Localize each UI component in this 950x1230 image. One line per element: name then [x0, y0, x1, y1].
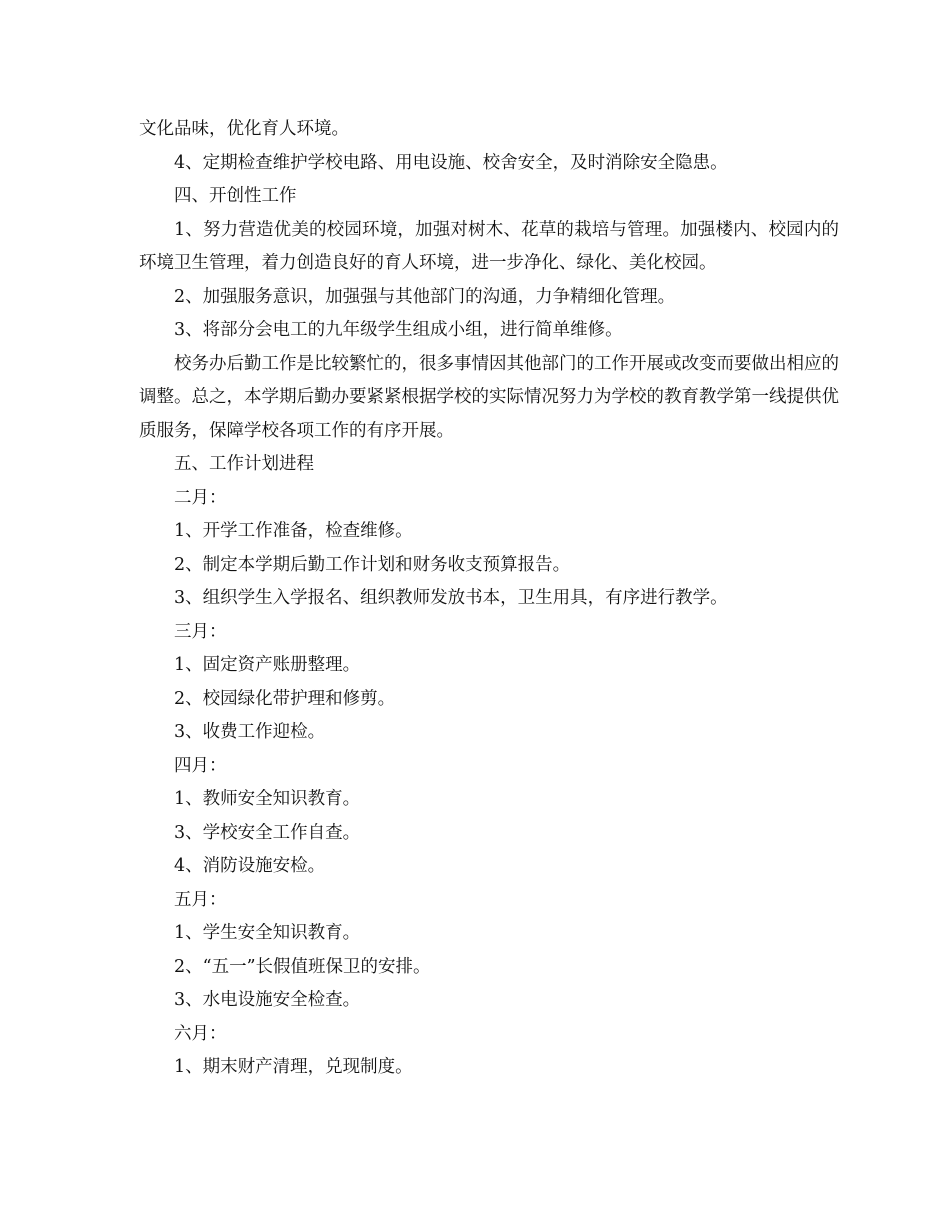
list-item: 2、校园绿化带护理和修剪。	[174, 688, 396, 709]
month-heading: 四月：	[174, 755, 227, 776]
paragraph: 校务办后勤工作是比较繁忙的，很多事情因其他部门的工作开展或改变而要做出相应的调整。总之，本学期后勤办要紧紧根据学校的实际情况努力为学校的教育教学第一线提供优质服务，保障学校各项工作的有序开展。	[139, 353, 839, 441]
list-item: 3、学校安全工作自查。	[174, 822, 361, 843]
list-item: 1、教师安全知识教育。	[174, 789, 361, 809]
paragraph: 2、加强服务意识，加强强与其他部门的沟通，力争精细化管理。	[174, 286, 676, 307]
list-item: 3、组织学生入学报名、组织教师发放书本，卫生用具，有序进行教学。	[174, 588, 728, 608]
list-item: 2、“五一”长假值班保卫的安排。	[174, 956, 431, 977]
month-heading: 五月：	[174, 889, 227, 910]
section-heading: 五、工作计划进程	[174, 454, 314, 474]
list-item: 1、固定资产账册整理。	[174, 655, 361, 675]
document-body	[139, 113, 839, 1085]
list-item: 1、学生安全知识教育。	[174, 923, 361, 943]
section-heading: 四、开创性工作	[174, 186, 297, 206]
list-item: 4、消防设施安检。	[174, 856, 326, 876]
list-item: 3、收费工作迎检。	[174, 722, 326, 742]
list-item: 1、开学工作准备，检查维修。	[174, 521, 413, 541]
paragraph: 1、努力营造优美的校园环境，加强对树木、花草的栽培与管理。加强楼内、校园内的环境卫生管理，着力创造良好的育人环境，进一步净化、绿化、美化校园。	[139, 219, 839, 273]
month-heading: 六月：	[174, 1023, 227, 1044]
paragraph: 4、定期检查维护学校电路、用电设施、校舍安全，及时消除安全隐患。	[174, 152, 728, 173]
paragraph: 3、将部分会电工的九年级学生组成小组，进行简单维修。	[174, 320, 623, 340]
list-item: 2、制定本学期后勤工作计划和财务收支预算报告。	[174, 554, 571, 575]
list-item: 1、期末财产清理，兑现制度。	[174, 1057, 413, 1077]
paragraph: 文化品味，优化育人环境。	[139, 119, 349, 139]
month-heading: 二月：	[174, 487, 227, 508]
list-item: 3、水电设施安全检查。	[174, 990, 361, 1010]
month-heading: 三月：	[174, 621, 227, 642]
